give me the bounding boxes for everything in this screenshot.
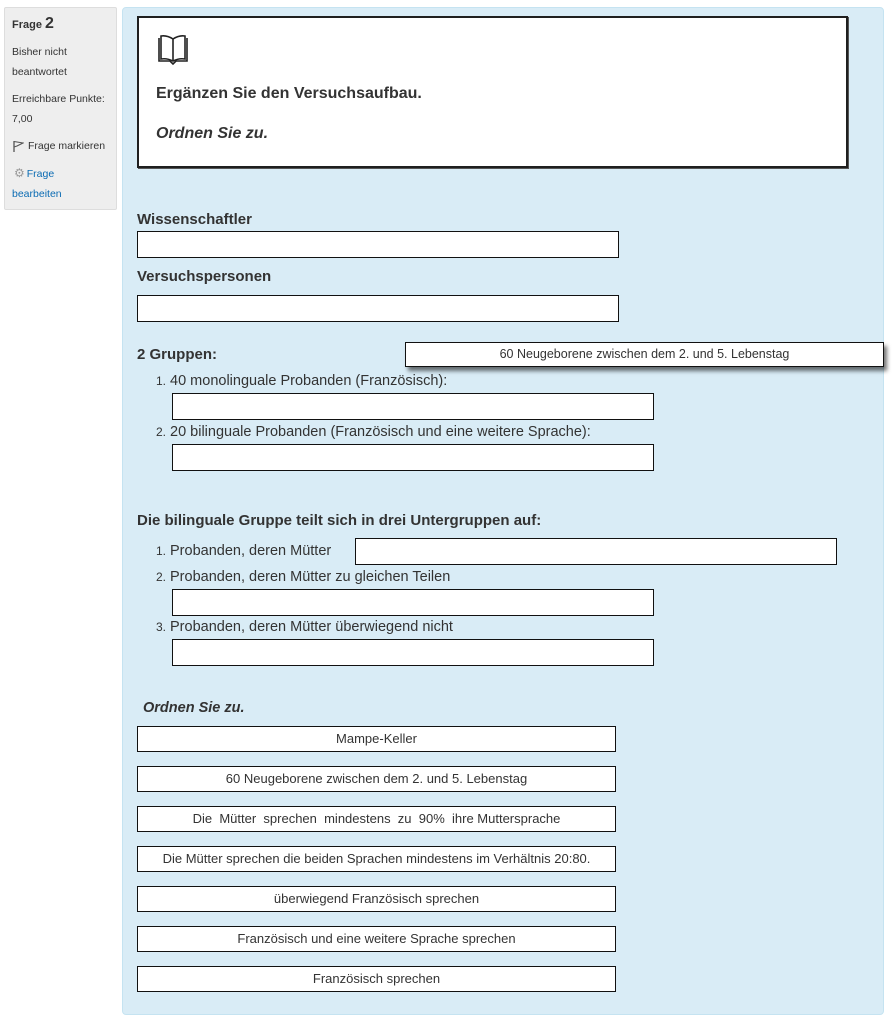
drop-zone-subgroup-1[interactable] (355, 538, 837, 565)
dragging-choice[interactable]: 60 Neugeborene zwischen dem 2. und 5. Lebenstag (405, 342, 884, 367)
drag-choice-7[interactable]: Französisch sprechen (137, 966, 616, 992)
list-number: 1. (156, 374, 167, 388)
question-info-panel (4, 7, 117, 210)
subgroup-item-2 (156, 569, 450, 585)
question-points (12, 89, 109, 129)
drag-choice-4[interactable]: Die Mütter sprechen die beiden Sprachen mindestens im Verhältnis 20:80. (137, 846, 616, 872)
groups-label: 2 Gruppen: (137, 346, 218, 363)
question-label: Frage (12, 19, 42, 31)
question-number-value: 2 (45, 15, 54, 32)
subgroup-item-text: Probanden, deren Mütter überwiegend nicht (170, 619, 453, 635)
intro-instruction: Ordnen Sie zu. (156, 125, 269, 142)
drag-choice-3[interactable]: Die Mütter sprechen mindestens zu 90% ihre Muttersprache (137, 806, 616, 832)
choices-label: Ordnen Sie zu. (143, 700, 245, 716)
subjects-label: Versuchspersonen (137, 268, 272, 285)
drag-choice-5[interactable]: überwiegend Französisch sprechen (137, 886, 616, 912)
drag-choice-2[interactable]: 60 Neugeborene zwischen dem 2. und 5. Lebenstag (137, 766, 616, 792)
subgroup-item-3 (156, 619, 453, 635)
group-item-text: 40 monolinguale Probanden (Französisch): (170, 373, 448, 389)
intro-heading: Ergänzen Sie den Versuchsaufbau. (156, 85, 422, 102)
group-item-1 (156, 373, 447, 389)
list-number: 1. (156, 544, 167, 558)
drop-zone-subjects[interactable] (137, 295, 619, 322)
subgroups-label: Die bilinguale Gruppe teilt sich in drei Untergruppen auf: (137, 512, 542, 529)
question-number (12, 14, 109, 35)
list-number: 2. (156, 570, 167, 584)
subgroup-item-1 (156, 543, 331, 559)
drop-zone-monolingual[interactable] (172, 393, 654, 420)
flag-question-button[interactable] (12, 136, 109, 156)
status-line-2: beantwortet (12, 66, 67, 78)
flag-question-label: Frage markieren (28, 140, 106, 152)
drop-zone-bilingual[interactable] (172, 444, 654, 471)
gear-icon: ⚙ (14, 166, 25, 180)
scientist-label: Wissenschaftler (137, 211, 252, 228)
subgroup-item-text: Probanden, deren Mütter (170, 543, 332, 559)
question-content (122, 7, 884, 1015)
edit-question-link[interactable] (12, 163, 109, 204)
group-item-text: 20 bilinguale Probanden (Französisch und eine weitere Sprache): (170, 424, 591, 440)
subgroup-item-text: Probanden, deren Mütter zu gleichen Teilen (170, 569, 451, 585)
status-line-1: Bisher nicht (12, 46, 67, 58)
edit-question-label-2[interactable]: bearbeiten (12, 188, 62, 200)
book-icon (156, 34, 190, 66)
points-value: 7,00 (12, 113, 33, 125)
drag-choice-6[interactable]: Französisch und eine weitere Sprache sprechen (137, 926, 616, 952)
drop-zone-subgroup-2[interactable] (172, 589, 654, 616)
intro-box (137, 16, 848, 168)
flag-icon (12, 140, 24, 153)
question-status (12, 42, 109, 82)
drop-zone-subgroup-3[interactable] (172, 639, 654, 666)
drag-choice-1[interactable]: Mampe-Keller (137, 726, 616, 752)
points-label: Erreichbare Punkte: (12, 93, 105, 105)
drop-zone-scientist[interactable] (137, 231, 619, 258)
edit-question-label-1[interactable]: Frage (26, 168, 55, 180)
list-number: 2. (156, 425, 167, 439)
list-number: 3. (156, 620, 167, 634)
group-item-2 (156, 424, 591, 440)
